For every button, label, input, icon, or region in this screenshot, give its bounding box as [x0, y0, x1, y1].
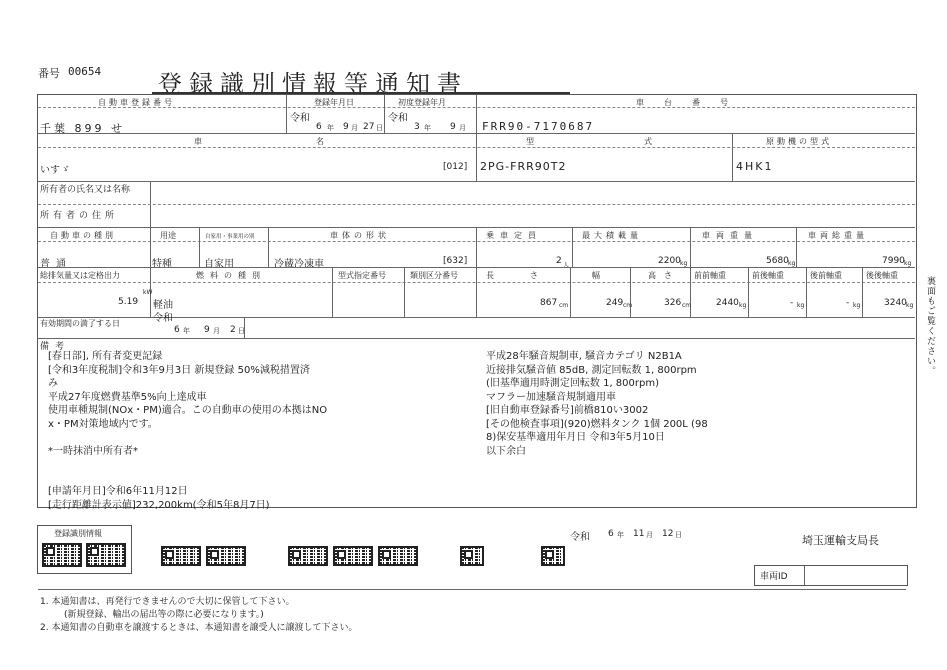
remarks-right-line: [旧自動車登録番号]前橋810い3002 — [486, 405, 649, 416]
displacement-unit: kW — [143, 289, 153, 296]
h-private: 自家用・事業用の別 — [205, 234, 255, 240]
height: 326 — [664, 298, 682, 308]
remarks-right-line: 平成28年騒音規制車, 騒音カテゴリ N2B1A — [486, 351, 682, 362]
type-code: [012] — [443, 162, 468, 172]
h-reg-no: 自動車登録番号 — [98, 98, 175, 107]
remarks-left-line: み — [48, 378, 58, 389]
expiry-day: 2 — [230, 325, 236, 335]
remarks-right-line: [その他検査事項](920)燃料タンク 1個 200L (98 — [486, 418, 708, 430]
reg-day: 27 — [363, 122, 375, 132]
note-1: 1. 本通知書は、再発行できませんので大切に保管して下さい。 — [40, 597, 295, 607]
remarks-right-line: 以下余白 — [486, 445, 526, 457]
maker: いすゞ — [40, 165, 70, 176]
first-month: 9 — [450, 122, 456, 132]
remarks-label: 備考 — [40, 342, 71, 352]
first-era: 令和 — [388, 113, 408, 124]
remarks-left-line: 使用車種規制(NOx・PM)適合。この自動車の使用の本拠はNO — [48, 405, 328, 416]
h-ff: 前前軸重 — [694, 271, 726, 280]
apply-date: [申請年月日]令和6年11月12日 — [48, 486, 188, 497]
issue-month: 11 — [633, 529, 645, 539]
model-type: 2PG-FRR90T2 — [480, 160, 567, 173]
remarks-left-line: x・PM対策地域内です。 — [48, 418, 158, 430]
h-displacement: 総排気量又は定格出力 — [40, 271, 120, 280]
axle-fr: - — [790, 298, 794, 308]
h-name-a: 車 — [194, 137, 202, 146]
expiry-year: 6 — [174, 325, 180, 335]
remarks-right — [486, 350, 708, 458]
remarks-left-line: *一時抹消中所有者* — [48, 445, 138, 457]
h-engine: 原動機の型式 — [766, 137, 832, 146]
h-type-a: 型 — [526, 137, 534, 146]
remarks-left-line: 平成27年度燃費基準5%向上達成車 — [48, 391, 207, 403]
width: 249 — [606, 298, 624, 308]
h-fr: 前後軸重 — [752, 271, 784, 280]
issue-year: 6 — [608, 529, 614, 539]
h-max-load: 最大積載量 — [582, 231, 642, 240]
body-code: [632] — [443, 256, 468, 266]
issue-day: 12 — [662, 529, 674, 539]
qr-code-6 — [333, 546, 373, 566]
h-kind: 自動車の種別 — [50, 231, 116, 240]
reg-year: 6 — [316, 122, 322, 132]
expiry-month: 9 — [204, 325, 210, 335]
qr-code-7 — [378, 546, 418, 566]
qr-code-1 — [42, 543, 82, 567]
remarks-left-line: [春日部], 所有者変更記録 — [48, 351, 163, 362]
reg-month: 9 — [343, 122, 349, 132]
qr-code-5 — [288, 546, 328, 566]
remarks-left — [48, 350, 327, 458]
first-year: 3 — [414, 122, 420, 132]
note-2: 2. 本通知書の自動車を譲渡するときは、本通知書を譲受人に譲渡して下さい。 — [40, 623, 358, 633]
page-title: 登録識別情報等通知書 — [158, 70, 468, 98]
h-first-reg: 初度登録年月 — [398, 98, 446, 107]
issue-era: 令和 — [570, 532, 590, 543]
remarks-right-line: (旧基準適用時測定回転数 1, 800rpm) — [486, 378, 659, 389]
axle-rf: - — [846, 298, 850, 308]
h-height: 高さ — [648, 271, 680, 280]
vehicle-use: 特種 — [152, 259, 172, 270]
id-info-label: 登録識別情報 — [54, 529, 102, 538]
displacement: 5.19 — [118, 297, 139, 307]
h-capacity: 乗車定員 — [486, 231, 542, 240]
reg-era: 令和 — [290, 113, 310, 124]
side-note: 裏面もご覧ください。 — [925, 276, 935, 376]
h-chassis: 車台番号 — [636, 98, 748, 107]
h-rr: 後後軸重 — [866, 271, 898, 280]
qr-code-9 — [541, 546, 565, 566]
h-width: 幅 — [592, 271, 600, 280]
reg-no: 千葉 899 せ — [40, 122, 125, 135]
body-shape: 冷蔵冷凍車 — [274, 259, 324, 270]
odometer: [走行距離計表示値]232,200km(令和5年8月7日) — [48, 500, 270, 511]
number-label: 番号 — [38, 67, 60, 80]
h-type-b: 式 — [644, 137, 652, 146]
remarks-right-line: 8)保安基準適用年月日 令和3年5月10日 — [486, 432, 665, 443]
h-model-no: 型式指定番号 — [338, 271, 386, 280]
remarks-left-line — [48, 431, 327, 445]
fuel-type: 軽油 — [153, 300, 173, 311]
h-class-no: 類別区分番号 — [410, 271, 458, 280]
issuing-authority: 埼玉運輸支局長 — [802, 534, 879, 547]
axle-rr: 3240 — [884, 298, 907, 308]
private-use: 自家用 — [204, 259, 234, 270]
h-reg-date: 登録年月日 — [314, 98, 354, 107]
owner-address-label: 所有者の住所 — [40, 211, 119, 221]
car-id-label: 車両ID — [760, 572, 788, 582]
h-rf: 後前軸重 — [810, 271, 842, 280]
qr-code-2 — [86, 543, 126, 567]
axle-ff: 2440 — [716, 298, 739, 308]
capacity: 2 — [556, 256, 562, 266]
note-1b: (新規登録、輸出の届出等の際に必要になります。) — [64, 610, 264, 620]
h-weight: 車両重量 — [702, 231, 758, 240]
h-gross: 車両総重量 — [808, 231, 868, 240]
qr-code-3 — [161, 546, 201, 566]
h-length: 長さ — [486, 271, 574, 280]
capacity-unit: 人 — [563, 262, 570, 269]
qr-code-4 — [206, 546, 246, 566]
h-name-b: 名 — [316, 137, 324, 146]
vehicle-weight: 5680 — [766, 256, 789, 266]
number-value: 00654 — [68, 65, 102, 78]
h-fuel: 燃料の種別 — [196, 271, 266, 280]
h-use: 用途 — [160, 231, 176, 240]
engine-type: 4HK1 — [736, 160, 774, 173]
vehicle-kind: 普通 — [40, 259, 72, 270]
qr-code-8 — [460, 546, 484, 566]
gross-weight: 7990 — [882, 256, 905, 266]
h-body: 車体の形状 — [330, 231, 390, 240]
remarks-right-line: マフラー加速騒音規制適用車 — [486, 391, 616, 403]
expiry-label: 有効期間の満了する日 — [40, 319, 120, 328]
remarks-left-line: [令和3年度税制]令和3年9月3日 新規登録 50%減税措置済 — [48, 364, 310, 376]
max-load: 2200 — [658, 256, 681, 266]
owner-name-label: 所有者の氏名又は名称 — [40, 185, 131, 195]
length: 867 — [540, 298, 558, 308]
expiry-era: 令和 — [153, 313, 173, 324]
chassis-no: FRR90-7170687 — [482, 120, 595, 133]
remarks-right-line: 近接排気騒音値 85dB, 測定回転数 1, 800rpm — [486, 364, 697, 376]
